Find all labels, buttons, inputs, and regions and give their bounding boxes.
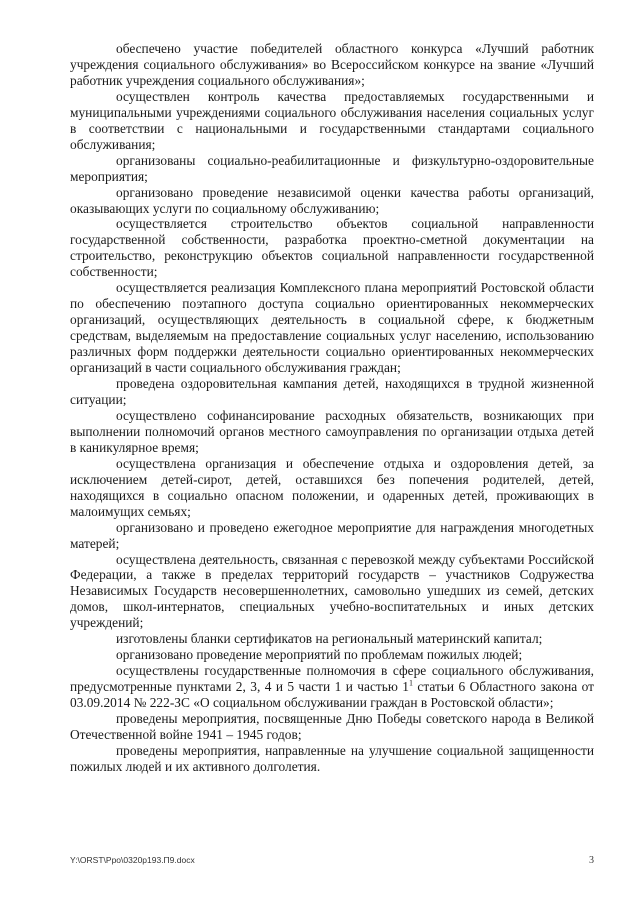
paragraph: проведены мероприятия, направленные на улучшение социальной защищенности пожилых людей и их активного долголетия. [70, 742, 594, 774]
paragraph-text: осуществлены государственные полномочия в сфере социального обслуживания, предусмотренные пунктами 2, 3, 4 и 5 части 1 и частью 1 [70, 663, 594, 695]
paragraph: осуществлена организация и обеспечение отдыха и оздоровления детей, за исключением детей-сирот, детей, оставшихся без попечения родителей, детей, находящихся в социально опасном положении, и одаренных детей, проживающих в малоимущих семьях; [70, 455, 594, 519]
paragraph: организовано и проведено ежегодное мероприятие для награждения многодетных матерей; [70, 519, 594, 551]
paragraph: организовано проведение мероприятий по проблемам пожилых людей; [116, 647, 523, 663]
paragraph: проведены мероприятия, посвященные Дню Победы советского народа в Великой Отечественной войне 1941 – 1945 годов; [70, 711, 594, 742]
paragraph: осуществлен контроль качества предоставляемых государственными и муниципальными учреждениями социального обслуживания населения социальных услуг в соответствии с национальными и государственными стандартами социального обслуживания; [70, 88, 594, 152]
paragraph: изготовлены бланки сертификатов на региональный материнский капитал; [116, 631, 543, 647]
paragraph: осуществляется реализация Комплексного плана мероприятий Ростовской области по обеспечению поэтапного доступа социально ориентированных некоммерческих организаций, осуществляющих деятельность в социальной сфере, к бюджетным средствам, выделяемым на предоставление социальных услуг населению, использованию различных форм поддержки деятельности социально ориентированных некоммерческих организаций в части социального обслуживания граждан; [70, 280, 594, 376]
file-path: Y:\ORST\Ppo\0320p193.П9.docx [70, 855, 195, 865]
superscript: 1 [409, 678, 413, 688]
paragraph-text: статьи 6 Областного закона от 03.09.2014 № 222-ЗС «О социальном обслуживании граждан в Ростовской области»; [70, 679, 594, 711]
paragraph: проведена оздоровительная кампания детей, находящихся в трудной жизненной ситуации; [70, 376, 594, 407]
page-footer [70, 855, 594, 869]
paragraph: обеспечено участие победителей областного конкурса «Лучший работник учреждения социального обслуживания» во Всероссийском конкурсе на звание «Лучший работник учреждения социального обслуживания»; [70, 41, 594, 88]
page-number: 3 [589, 855, 594, 866]
paragraph: осуществлена деятельность, связанная с перевозкой между субъектами Российской Федерации, а также в пределах территорий государств – участников Содружества Независимых Государств несовершеннолетних, самовольно ушедших из семей, детских домов, школ-интернатов, специальных учебно-воспитательных и иных детских учреждений; [70, 551, 594, 631]
paragraph: организованы социально-реабилитационные и физкультурно-оздоровительные мероприятия; [70, 152, 594, 184]
paragraph-with-superscript [70, 663, 594, 711]
document-body [70, 41, 594, 775]
paragraph: осуществлено софинансирование расходных обязательств, возникающих при выполнении полномочий органов местного самоуправления по организации отдыха детей в каникулярное время; [70, 407, 594, 455]
paragraph: осуществляется строительство объектов социальной направленности государственной собственности, разработка проектно-сметной документации на строительство, реконструкцию объектов социальной направленности государственной собственности; [70, 216, 594, 280]
paragraph: организовано проведение независимой оценки качества работы организаций, оказывающих услуги по социальному обслуживанию; [70, 184, 594, 216]
